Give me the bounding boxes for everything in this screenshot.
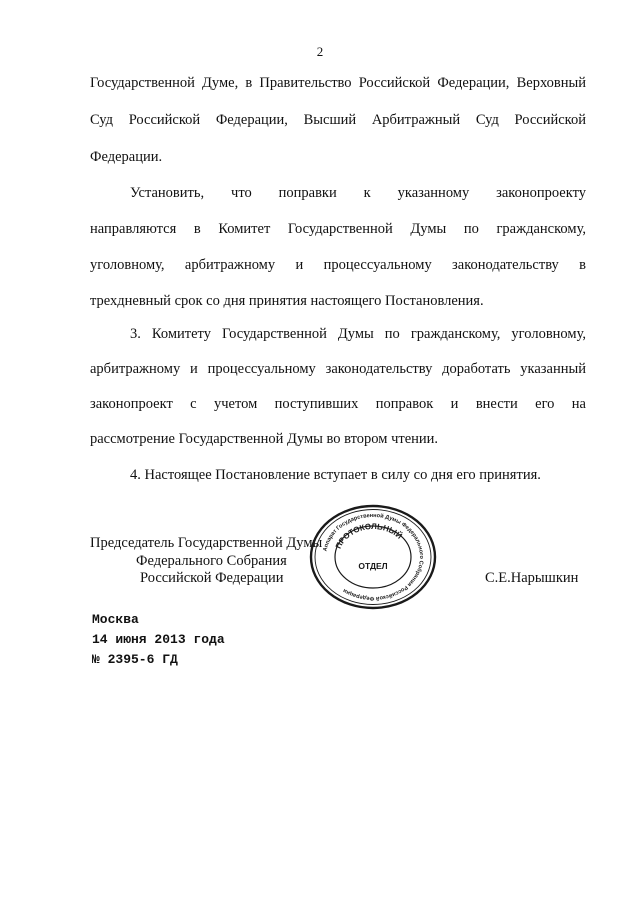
signature-title-line1: Председатель Государственной Думы bbox=[90, 535, 323, 551]
paragraph2-line3: уголовному, арбитражному и процессуальному законодательству в bbox=[90, 257, 586, 273]
paragraph1-line3: Федерации. bbox=[90, 149, 163, 165]
stamp-center-text: ОТДЕЛ bbox=[358, 561, 388, 571]
paragraph3-line4: рассмотрение Государственной Думы во втором чтении. bbox=[90, 431, 439, 447]
paragraph2-line4: трехдневный срок со дня принятия настоящего Постановления. bbox=[90, 293, 484, 309]
page-number: 2 bbox=[316, 44, 324, 59]
paragraph2-line1: Установить, что поправки к указанному законопроекту bbox=[130, 185, 586, 201]
paragraph4: 4. Настоящее Постановление вступает в силу со дня его принятия. bbox=[130, 467, 541, 483]
footer-number: № 2395-6 ГД bbox=[92, 652, 178, 667]
footer-date: 14 июня 2013 года bbox=[92, 632, 225, 647]
paragraph2-line2: направляются в Комитет Государственной Думы по гражданскому, bbox=[90, 221, 586, 237]
paragraph3-line3: законопроект с учетом поступивших поправок и внести его на bbox=[90, 396, 586, 412]
paragraph3-line2: арбитражному и процессуальному законодательству доработать указанный bbox=[90, 361, 586, 377]
paragraph1-line1: Государственной Думе, в Правительство Российской Федерации, Верховный bbox=[90, 75, 586, 91]
stamp-ring-text: Аппарат Государственной Думы Федерального Собрания Российской Федерации bbox=[322, 512, 425, 602]
stamp-middle-text: ПРОТОКОЛЬНЫЙ bbox=[333, 521, 404, 551]
signature-title-line3: Российской Федерации bbox=[140, 570, 284, 586]
paragraph1-line2: Суд Российской Федерации, Высший Арбитражный Суд Российской bbox=[90, 112, 586, 128]
official-stamp bbox=[309, 504, 437, 610]
signature-title-line2: Федерального Собрания bbox=[136, 553, 287, 569]
paragraph3-line1: 3. Комитету Государственной Думы по гражданскому, уголовному, bbox=[130, 326, 586, 342]
footer-city: Москва bbox=[92, 612, 139, 627]
signatory-name: С.Е.Нарышкин bbox=[485, 570, 579, 586]
